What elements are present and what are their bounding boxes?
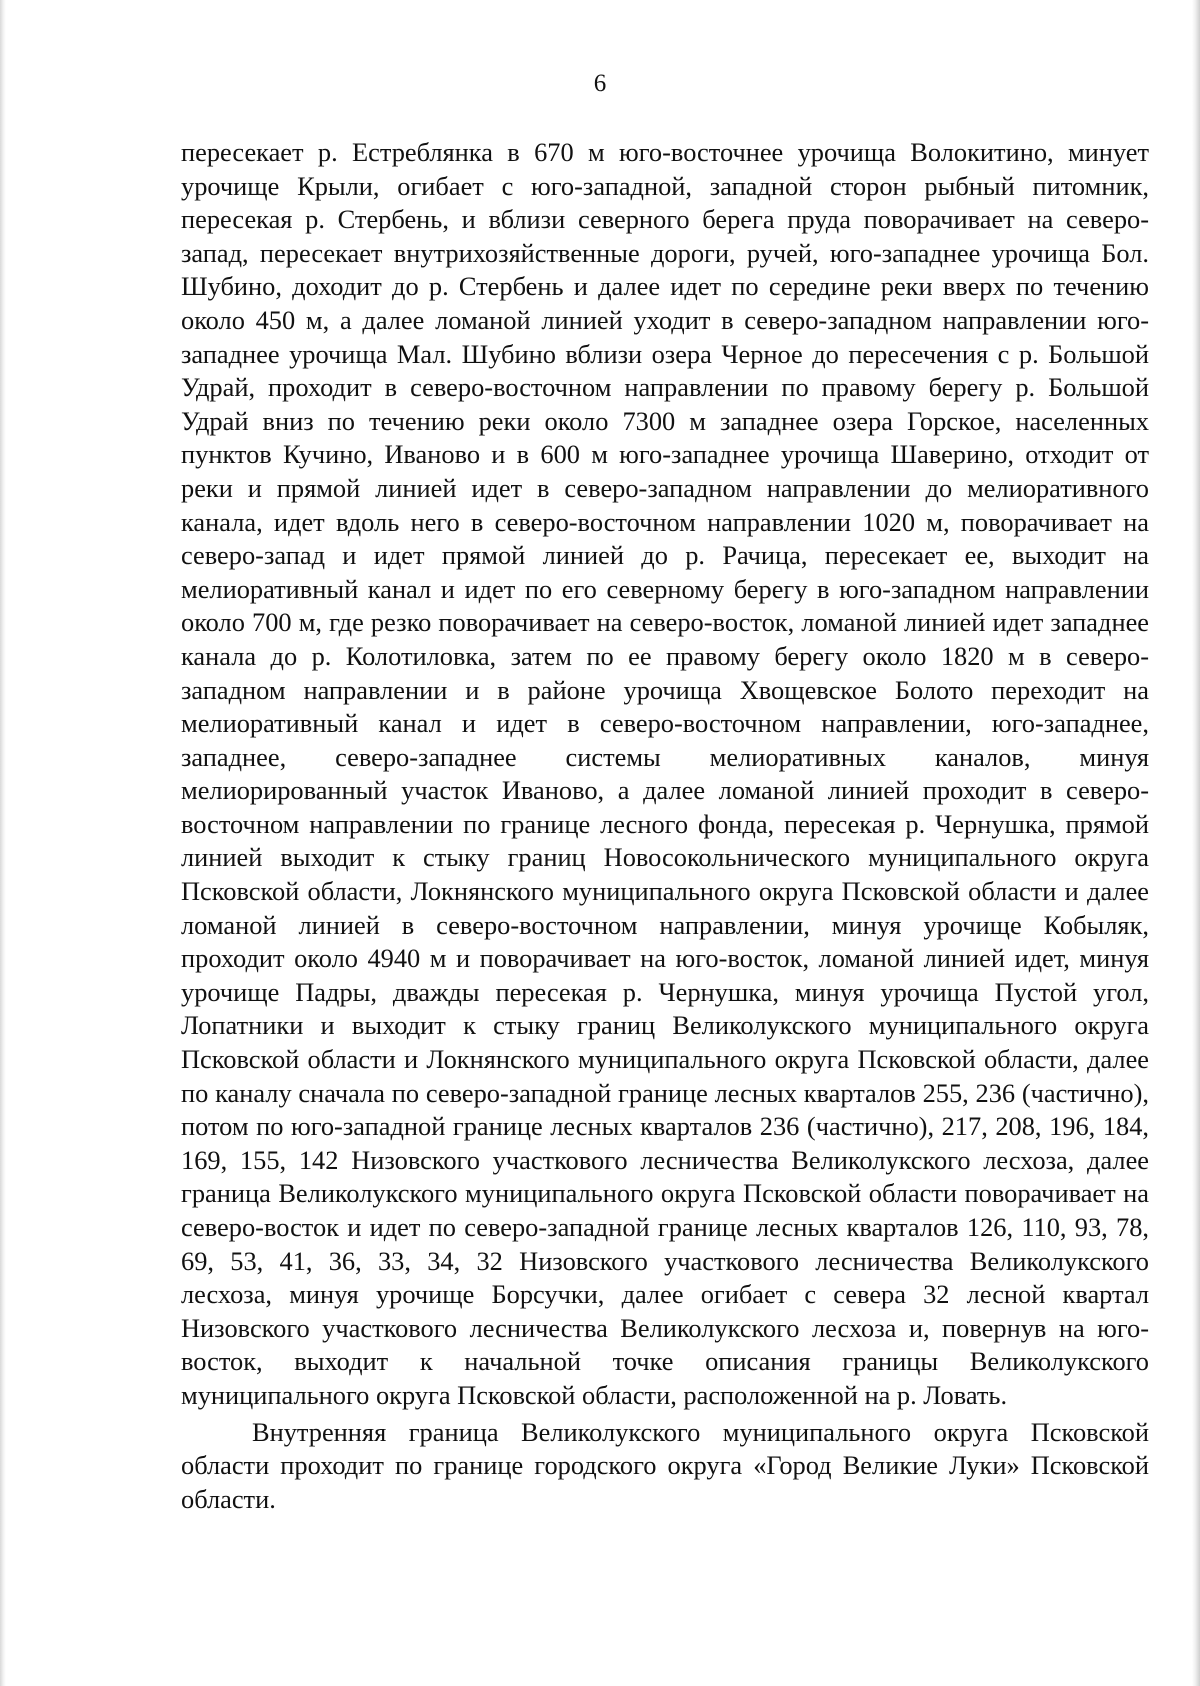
- document-body: [181, 136, 1149, 1516]
- scan-edge-left: [0, 0, 6, 1686]
- page-number: 6: [593, 70, 607, 97]
- paragraph-boundary-description: пересекает р. Естреблянка в 670 м юго-восточнее урочища Волокитино, минует урочище Крыли, огибает с юго-западной, западной сторон рыбный питомник, пересекая р. Стербень, и вблизи северного берега пруда поворачивает на северо-запад, пересекает внутрихозяйственные дороги, ручей, юго-западнее урочища Бол. Шубино, доходит до р. Стербень и далее идет по середине реки вверх по течению около 450 м, а далее ломаной линией уходит в северо-западном направлении юго-западнее урочища Мал. Шубино вблизи озера Черное до пересечения с р. Большой Удрай, проходит в северо-восточном направлении по правому берегу р. Большой Удрай вниз по течению реки около 7300 м западнее озера Горское, населенных пунктов Кучино, Иваново и в 600 м юго-западнее урочища Шаверино, отходит от реки и прямой линией идет в северо-западном направлении до мелиоративного канала, идет вдоль него в северо-восточном направлении 1020 м, поворачивает на северо-запад и идет прямой линией до р. Рачица, пересекает ее, выходит на мелиоративный канал и идет по его северному берегу в юго-западном направлении около 700 м, где резко поворачивает на северо-восток, ломаной линией идет западнее канала до р. Колотиловка, затем по ее правому берегу около 1820 м в северо-западном направлении и в районе урочища Хвощевское Болото переходит на мелиоративный канал и идет в северо-восточном направлении, юго-западнее, западнее, северо-западнее системы мелиоративных каналов, минуя мелиорированный участок Иваново, а далее ломаной линией проходит в северо-восточном направлении по границе лесного фонда, пересекая р. Чернушка, прямой линией выходит к стыку границ Новосокольнического муниципального округа Псковской области, Локнянского муниципального округа Псковской области и далее ломаной линией в северо-восточном направлении, минуя урочище Кобыляк, проходит около 4940 м и поворачивает на юго-восток, ломаной линией идет, минуя урочище Падры, дважды пересекая р. Чернушка, минуя урочища Пустой угол, Лопатники и выходит к стыку границ Великолукского муниципального округа Псковской области и Локнянского муниципального округа Псковской области, далее по каналу сначала по северо-западной границе лесных кварталов 255, 236 (частично), потом по юго-западной границе лесных кварталов 236 (частично), 217, 208, 196, 184, 169, 155, 142 Низовского участкового лесничества Великолукского лесхоза, далее граница Великолукского муниципального округа Псковской области поворачивает на северо-восток и идет по северо-западной границе лесных кварталов 126, 110, 93, 78, 69, 53, 41, 36, 33, 34, 32 Низовского участкового лесничества Великолукского лесхоза, минуя урочище Борсучки, далее огибает с севера 32 лесной квартал Низовского участкового лесничества Великолукского лесхоза и, повернув на юго-восток, выходит к начальной точке описания границы Великолукского муниципального округа Псковской области, расположенной на р. Ловать.: [181, 137, 1149, 1410]
- paragraph-inner-boundary: Внутренняя граница Великолукского муниципального округа Псковской области проходит по границе городского округа «Город Великие Луки» Псковской области.: [181, 1416, 1149, 1514]
- scan-edge-right: [1192, 0, 1200, 1686]
